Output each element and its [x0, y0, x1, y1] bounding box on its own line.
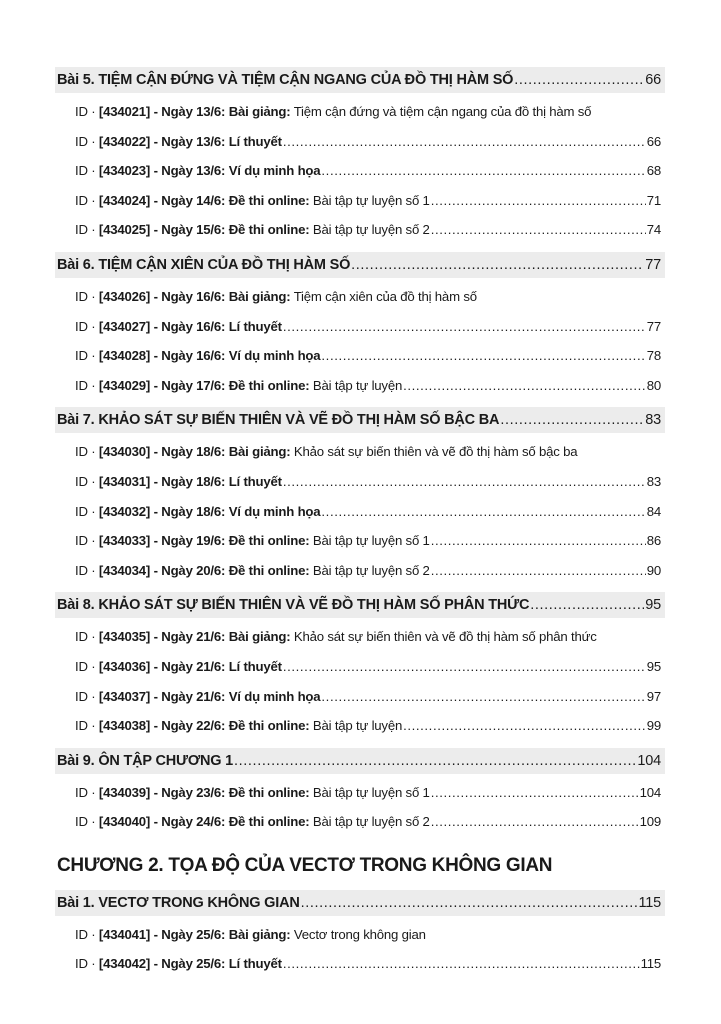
- id-prefix: ID ·: [75, 133, 96, 149]
- lesson-date: - Ngày 13/6:: [153, 163, 226, 179]
- toc-lesson-entry[interactable]: [55, 371, 665, 401]
- id-prefix: ID ·: [75, 348, 96, 364]
- lesson-id: [434030]: [98, 444, 151, 460]
- lesson-id: [434029]: [98, 377, 151, 393]
- toc-lesson-entry[interactable]: [55, 341, 665, 371]
- lesson-id: [434025]: [98, 222, 151, 238]
- lesson-id: [434032]: [98, 503, 151, 519]
- toc-lesson-entry[interactable]: [55, 467, 665, 497]
- dot-leader: [283, 312, 646, 342]
- toc-lesson-entry[interactable]: [55, 778, 665, 808]
- id-prefix: ID ·: [75, 318, 96, 334]
- lesson-text: [75, 807, 430, 837]
- lesson-title: Bài tập tự luyện số 1: [312, 533, 430, 549]
- lesson-date: - Ngày 15/6:: [153, 222, 226, 238]
- lesson-id: [434031]: [98, 473, 151, 489]
- dot-leader: [431, 186, 646, 216]
- lesson-text: [75, 215, 430, 245]
- lesson-date: - Ngày 25/6:: [153, 956, 226, 972]
- lesson-date: - Ngày 18/6:: [153, 473, 226, 489]
- lesson-id: [434041]: [98, 926, 151, 942]
- toc-lesson-entry[interactable]: [55, 156, 665, 186]
- lesson-id: [434034]: [98, 562, 151, 578]
- lesson-id: [434028]: [98, 348, 151, 364]
- lesson-text: [75, 526, 430, 556]
- toc-lesson-entry[interactable]: [55, 711, 665, 741]
- lesson-text: [75, 778, 430, 808]
- lesson-title: Bài tập tự luyện số 2: [312, 814, 430, 830]
- dot-leader: [321, 682, 645, 712]
- toc-lesson-entry[interactable]: [55, 622, 665, 652]
- lesson-text: [75, 156, 320, 186]
- dot-leader: [500, 407, 644, 433]
- dot-leader: [530, 592, 644, 618]
- lesson-id: [434033]: [98, 533, 151, 549]
- lesson-id: [434022]: [98, 133, 151, 149]
- section-title: Bài 6. TIỆM CẬN XIÊN CỦA ĐỒ THỊ HÀM SỐ: [57, 256, 351, 273]
- table-of-contents: [55, 60, 665, 979]
- lesson-date: - Ngày 23/6:: [153, 784, 226, 800]
- toc-lesson-entry[interactable]: [55, 437, 665, 467]
- page-number: 90: [646, 562, 661, 578]
- toc-lesson-entry[interactable]: [55, 949, 665, 979]
- page-number: 115: [640, 956, 661, 972]
- id-prefix: ID ·: [75, 688, 96, 704]
- page-number: 104: [639, 784, 661, 800]
- lesson-id: [434023]: [98, 163, 151, 179]
- lesson-date: - Ngày 21/6:: [153, 688, 226, 704]
- id-prefix: ID ·: [75, 473, 96, 489]
- id-prefix: ID ·: [75, 533, 96, 549]
- lesson-type: Bài giảng:: [228, 104, 291, 119]
- toc-section-entry[interactable]: [55, 252, 665, 278]
- section-title: Bài 7. KHẢO SÁT SỰ BIẾN THIÊN VÀ VẼ ĐỒ THỊ HÀM SỐ BẬC BA: [57, 412, 500, 429]
- toc-lesson-entry[interactable]: [55, 186, 665, 216]
- lesson-date: - Ngày 25/6:: [153, 926, 226, 942]
- page-number: 74: [646, 222, 661, 238]
- toc-lesson-entry[interactable]: [55, 652, 665, 682]
- id-prefix: ID ·: [75, 192, 96, 208]
- page-number: 99: [646, 718, 661, 734]
- id-prefix: ID ·: [75, 956, 96, 972]
- id-prefix: ID ·: [75, 503, 96, 519]
- toc-lesson-entry[interactable]: [55, 556, 665, 586]
- dot-leader: [431, 807, 639, 837]
- lesson-text: [75, 371, 402, 401]
- dot-leader: [431, 526, 646, 556]
- lesson-type: Bài giảng:: [228, 629, 291, 645]
- lesson-date: - Ngày 22/6:: [153, 718, 226, 734]
- lesson-text: [75, 497, 320, 527]
- lesson-title: Bài tập tự luyện: [312, 377, 403, 393]
- page-number: 115: [638, 894, 661, 911]
- lesson-date: - Ngày 16/6:: [153, 348, 226, 364]
- section-title: Bài 9. ÔN TẬP CHƯƠNG 1: [57, 752, 234, 769]
- lesson-id: [434040]: [98, 814, 151, 830]
- page-number: 86: [646, 533, 661, 549]
- toc-lesson-entry[interactable]: [55, 97, 665, 127]
- id-prefix: ID ·: [75, 288, 96, 304]
- page-number: 95: [645, 597, 661, 614]
- lesson-type: Đề thi online:: [228, 562, 310, 578]
- lesson-type: Bài giảng:: [228, 288, 291, 304]
- page-number: 97: [646, 688, 661, 704]
- toc-lesson-entry[interactable]: [55, 127, 665, 157]
- lesson-title: Bài tập tự luyện số 1: [312, 192, 430, 208]
- lesson-type: Lí thuyết: [228, 658, 282, 674]
- lesson-id: [434035]: [98, 629, 151, 645]
- id-prefix: ID ·: [75, 163, 96, 179]
- lesson-type: Ví dụ minh họa: [228, 348, 321, 364]
- lesson-text: [75, 467, 282, 497]
- lesson-date: - Ngày 21/6:: [153, 658, 226, 674]
- lesson-id: [434027]: [98, 318, 151, 334]
- toc-lesson-entry[interactable]: [55, 807, 665, 837]
- id-prefix: ID ·: [75, 718, 96, 734]
- lesson-type: Lí thuyết: [228, 473, 282, 489]
- lesson-type: Ví dụ minh họa: [228, 688, 321, 704]
- lesson-title: Khảo sát sự biến thiên và vẽ đồ thị hàm số phân thức: [293, 629, 597, 645]
- dot-leader: [321, 497, 645, 527]
- page-number: 83: [646, 473, 661, 489]
- lesson-text: [75, 682, 320, 712]
- dot-leader: [283, 467, 646, 497]
- dot-leader: [403, 711, 646, 741]
- dot-leader: [321, 156, 645, 186]
- lesson-type: Đề thi online:: [228, 718, 310, 734]
- dot-leader: [431, 778, 639, 808]
- dot-leader: [234, 748, 636, 774]
- lesson-date: - Ngày 18/6:: [153, 503, 226, 519]
- page-number: 77: [646, 318, 661, 334]
- lesson-date: - Ngày 16/6:: [153, 318, 226, 334]
- dot-leader: [321, 341, 645, 371]
- id-prefix: ID ·: [75, 658, 96, 674]
- lesson-id: [434036]: [98, 658, 151, 674]
- toc-section-entry[interactable]: [55, 67, 665, 93]
- lesson-type: Đề thi online:: [228, 192, 310, 208]
- page-number: 95: [646, 658, 661, 674]
- lesson-type: Đề thi online:: [228, 784, 310, 800]
- id-prefix: ID ·: [75, 784, 96, 800]
- lesson-date: - Ngày 20/6:: [153, 562, 226, 578]
- dot-leader: [431, 556, 646, 586]
- page-number: 78: [646, 348, 661, 364]
- lesson-title: Bài tập tự luyện số 2: [312, 562, 430, 578]
- lesson-title: Tiệm cận xiên của đồ thị hàm số: [293, 288, 477, 304]
- toc-lesson-entry[interactable]: [55, 215, 665, 245]
- toc-lesson-entry[interactable]: [55, 312, 665, 342]
- lesson-id: [434021]: [98, 104, 151, 119]
- lesson-type: Lí thuyết: [228, 133, 282, 149]
- lesson-text: [75, 186, 430, 216]
- page-number: 77: [645, 256, 661, 273]
- lesson-type: Bài giảng:: [228, 926, 291, 942]
- lesson-title: Khảo sát sự biến thiên và vẽ đồ thị hàm số bậc ba: [293, 444, 578, 460]
- dot-leader: [283, 652, 646, 682]
- lesson-type: Bài giảng:: [228, 444, 291, 460]
- lesson-text: [75, 97, 591, 127]
- lesson-text: [75, 711, 402, 741]
- dot-leader: [301, 890, 638, 916]
- section-title: Bài 1. VECTƠ TRONG KHÔNG GIAN: [57, 894, 300, 911]
- lesson-type: Ví dụ minh họa: [228, 503, 321, 519]
- lesson-text: [75, 341, 320, 371]
- lesson-type: Đề thi online:: [228, 814, 310, 830]
- id-prefix: ID ·: [75, 222, 96, 238]
- lesson-date: - Ngày 13/6:: [153, 133, 226, 149]
- toc-section-entry[interactable]: [55, 407, 665, 433]
- page-number: 66: [645, 72, 661, 88]
- lesson-date: - Ngày 21/6:: [153, 629, 226, 645]
- id-prefix: ID ·: [75, 444, 96, 460]
- lesson-id: [434038]: [98, 718, 151, 734]
- toc-lesson-entry[interactable]: [55, 526, 665, 556]
- id-prefix: ID ·: [75, 926, 96, 942]
- lesson-text: [75, 437, 577, 467]
- lesson-date: - Ngày 16/6:: [153, 288, 226, 304]
- dot-leader: [283, 127, 646, 157]
- lesson-title: Vectơ trong không gian: [293, 926, 426, 942]
- lesson-type: Đề thi online:: [228, 533, 310, 549]
- lesson-title: Bài tập tự luyện: [312, 718, 403, 734]
- toc-lesson-entry[interactable]: [55, 497, 665, 527]
- chapter-heading: CHƯƠNG 2. TỌA ĐỘ CỦA VECTƠ TRONG KHÔNG GIAN: [57, 854, 553, 876]
- section-title: Bài 8. KHẢO SÁT SỰ BIẾN THIÊN VÀ VẼ ĐỒ THỊ HÀM SỐ PHÂN THỨC: [57, 597, 530, 614]
- page-number: 66: [646, 133, 661, 149]
- lesson-id: [434024]: [98, 192, 151, 208]
- toc-section-entry[interactable]: [55, 748, 665, 774]
- lesson-date: - Ngày 18/6:: [153, 444, 226, 460]
- toc-lesson-entry[interactable]: [55, 920, 665, 950]
- lesson-text: [75, 652, 282, 682]
- lesson-type: Đề thi online:: [228, 222, 310, 238]
- lesson-text: [75, 556, 430, 586]
- page-number: 71: [646, 192, 661, 208]
- id-prefix: ID ·: [75, 629, 96, 645]
- lesson-id: [434026]: [98, 288, 151, 304]
- lesson-id: [434042]: [98, 956, 151, 972]
- toc-section-entry[interactable]: [55, 592, 665, 618]
- dot-leader: [283, 949, 640, 979]
- toc-section-entry[interactable]: [55, 890, 665, 916]
- lesson-type: Lí thuyết: [228, 318, 282, 334]
- lesson-type: Đề thi online:: [228, 377, 310, 393]
- lesson-type: Ví dụ minh họa: [228, 163, 321, 179]
- page-number: 80: [646, 377, 661, 393]
- id-prefix: ID ·: [75, 562, 96, 578]
- lesson-text: [75, 920, 426, 950]
- lesson-text: [75, 282, 477, 312]
- dot-leader: [403, 371, 646, 401]
- lesson-text: [75, 949, 282, 979]
- page-number: 68: [646, 163, 661, 179]
- lesson-type: Lí thuyết: [228, 956, 282, 972]
- id-prefix: ID ·: [75, 104, 96, 119]
- page-number: 104: [637, 752, 661, 769]
- lesson-title: Bài tập tự luyện số 1: [312, 784, 430, 800]
- lesson-title: Bài tập tự luyện số 2: [312, 222, 430, 238]
- lesson-text: [75, 127, 282, 157]
- toc-lesson-entry[interactable]: [55, 682, 665, 712]
- dot-leader: [514, 67, 644, 93]
- page-number: 83: [645, 412, 661, 429]
- dot-leader: [351, 252, 644, 278]
- lesson-id: [434037]: [98, 688, 151, 704]
- lesson-date: - Ngày 19/6:: [153, 533, 226, 549]
- lesson-date: - Ngày 14/6:: [153, 192, 226, 208]
- page-number: 109: [639, 814, 661, 830]
- section-title: Bài 5. TIỆM CẬN ĐỨNG VÀ TIỆM CẬN NGANG CỦA ĐỒ THỊ HÀM SỐ: [57, 72, 514, 88]
- lesson-text: [75, 312, 282, 342]
- toc-lesson-entry[interactable]: [55, 282, 665, 312]
- lesson-id: [434039]: [98, 784, 151, 800]
- lesson-text: [75, 622, 597, 652]
- lesson-date: - Ngày 24/6:: [153, 814, 226, 830]
- id-prefix: ID ·: [75, 814, 96, 830]
- id-prefix: ID ·: [75, 377, 96, 393]
- page-number: 84: [646, 503, 661, 519]
- lesson-date: - Ngày 13/6:: [153, 104, 226, 119]
- lesson-title: Tiệm cận đứng và tiệm cận ngang của đồ thị hàm số: [293, 104, 592, 119]
- dot-leader: [431, 215, 646, 245]
- lesson-date: - Ngày 17/6:: [153, 377, 226, 393]
